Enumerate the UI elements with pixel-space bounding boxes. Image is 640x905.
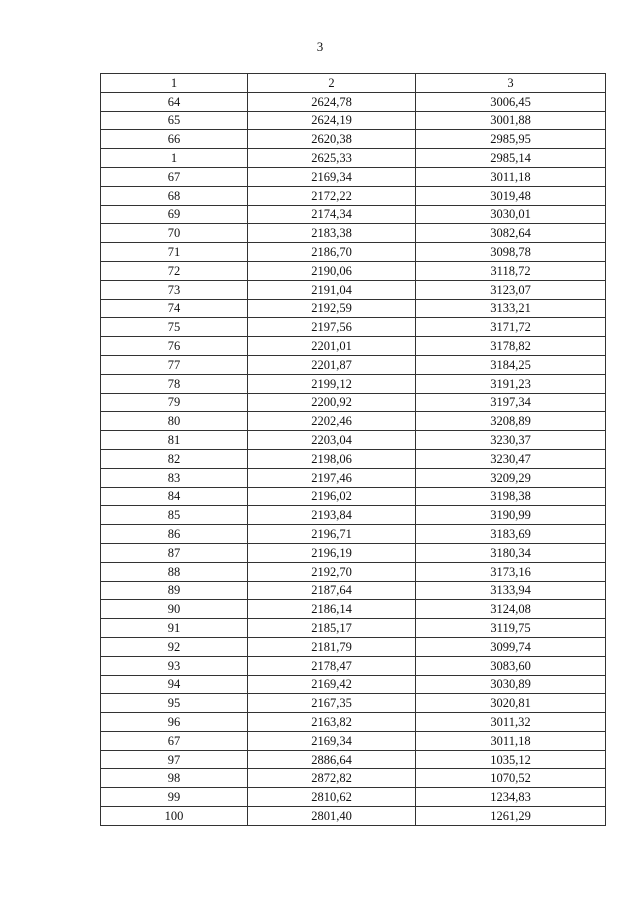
table-row — [101, 675, 606, 694]
table-cell-col-2: 2203,04 — [248, 431, 416, 450]
table-row — [101, 562, 606, 581]
table-cell-col-2: 2625,33 — [248, 149, 416, 168]
table-row — [101, 506, 606, 525]
table-cell-col-1: 93 — [101, 656, 248, 675]
table-cell-col-1: 91 — [101, 619, 248, 638]
table-row — [101, 186, 606, 205]
table-row — [101, 393, 606, 412]
table-cell-col-3: 3191,23 — [416, 374, 606, 393]
table-cell-col-1: 82 — [101, 449, 248, 468]
table-cell-col-2: 2196,19 — [248, 543, 416, 562]
table-cell-col-1: 94 — [101, 675, 248, 694]
table-cell-col-3: 3190,99 — [416, 506, 606, 525]
table-cell-col-2: 2624,78 — [248, 92, 416, 111]
table-cell-col-3: 1261,29 — [416, 807, 606, 826]
header-cell-1: 1 — [101, 74, 248, 93]
table-cell-col-1: 72 — [101, 261, 248, 280]
table-cell-col-1: 92 — [101, 637, 248, 656]
table-body — [101, 92, 606, 825]
table-row — [101, 92, 606, 111]
table-cell-col-2: 2187,64 — [248, 581, 416, 600]
table-cell-col-1: 69 — [101, 205, 248, 224]
table-cell-col-3: 3082,64 — [416, 224, 606, 243]
table-row — [101, 487, 606, 506]
table-row — [101, 355, 606, 374]
table-cell-col-2: 2172,22 — [248, 186, 416, 205]
table-row — [101, 525, 606, 544]
table-cell-col-3: 3124,08 — [416, 600, 606, 619]
table-cell-col-1: 80 — [101, 412, 248, 431]
table-cell-col-1: 65 — [101, 111, 248, 130]
table-cell-col-1: 100 — [101, 807, 248, 826]
table-row — [101, 431, 606, 450]
table-cell-col-1: 78 — [101, 374, 248, 393]
table-cell-col-3: 3133,21 — [416, 299, 606, 318]
table-cell-col-2: 2186,14 — [248, 600, 416, 619]
table-cell-col-2: 2178,47 — [248, 656, 416, 675]
table-cell-col-2: 2174,34 — [248, 205, 416, 224]
table-cell-col-2: 2169,34 — [248, 731, 416, 750]
table-cell-col-1: 64 — [101, 92, 248, 111]
table-cell-col-2: 2201,87 — [248, 355, 416, 374]
table-cell-col-3: 3099,74 — [416, 637, 606, 656]
table-cell-col-1: 67 — [101, 731, 248, 750]
table-row — [101, 224, 606, 243]
table-cell-col-2: 2801,40 — [248, 807, 416, 826]
table-row — [101, 205, 606, 224]
table-row — [101, 468, 606, 487]
table-cell-col-1: 71 — [101, 243, 248, 262]
table-row — [101, 543, 606, 562]
table-row — [101, 694, 606, 713]
header-cell-2: 2 — [248, 74, 416, 93]
table-cell-col-2: 2886,64 — [248, 750, 416, 769]
table-cell-col-3: 3118,72 — [416, 261, 606, 280]
table-cell-col-3: 3230,47 — [416, 449, 606, 468]
table-row — [101, 449, 606, 468]
table-cell-col-2: 2185,17 — [248, 619, 416, 638]
coordinates-table — [100, 73, 606, 826]
table-cell-col-1: 73 — [101, 280, 248, 299]
table-cell-col-2: 2872,82 — [248, 769, 416, 788]
table-cell-col-3: 3133,94 — [416, 581, 606, 600]
table-row — [101, 337, 606, 356]
table-cell-col-2: 2624,19 — [248, 111, 416, 130]
table-row — [101, 111, 606, 130]
table-cell-col-2: 2197,46 — [248, 468, 416, 487]
table-cell-col-3: 3208,89 — [416, 412, 606, 431]
table-cell-col-3: 3123,07 — [416, 280, 606, 299]
table-cell-col-3: 3011,32 — [416, 713, 606, 732]
table-cell-col-3: 3119,75 — [416, 619, 606, 638]
table-cell-col-1: 90 — [101, 600, 248, 619]
table-row — [101, 600, 606, 619]
table-cell-col-1: 84 — [101, 487, 248, 506]
table-cell-col-1: 87 — [101, 543, 248, 562]
table-row — [101, 713, 606, 732]
table-cell-col-3: 3030,01 — [416, 205, 606, 224]
table-cell-col-1: 99 — [101, 788, 248, 807]
table-cell-col-1: 76 — [101, 337, 248, 356]
table-cell-col-2: 2191,04 — [248, 280, 416, 299]
table-row — [101, 318, 606, 337]
table-row — [101, 731, 606, 750]
table-cell-col-3: 3230,37 — [416, 431, 606, 450]
table-cell-col-3: 3180,34 — [416, 543, 606, 562]
table-cell-col-3: 3011,18 — [416, 167, 606, 186]
table-cell-col-1: 95 — [101, 694, 248, 713]
table-row — [101, 619, 606, 638]
table-cell-col-3: 3030,89 — [416, 675, 606, 694]
table-cell-col-3: 3006,45 — [416, 92, 606, 111]
table-cell-col-3: 3020,81 — [416, 694, 606, 713]
table-cell-col-2: 2186,70 — [248, 243, 416, 262]
table-cell-col-1: 79 — [101, 393, 248, 412]
table-row — [101, 167, 606, 186]
table-cell-col-3: 3171,72 — [416, 318, 606, 337]
table-cell-col-1: 83 — [101, 468, 248, 487]
table-cell-col-2: 2193,84 — [248, 506, 416, 525]
table-cell-col-2: 2200,92 — [248, 393, 416, 412]
table-cell-col-3: 3001,88 — [416, 111, 606, 130]
table-row — [101, 243, 606, 262]
table-cell-col-3: 2985,14 — [416, 149, 606, 168]
table-cell-col-2: 2196,71 — [248, 525, 416, 544]
table-cell-col-2: 2181,79 — [248, 637, 416, 656]
table-row — [101, 656, 606, 675]
table-cell-col-3: 1234,83 — [416, 788, 606, 807]
table-row — [101, 299, 606, 318]
table-cell-col-1: 66 — [101, 130, 248, 149]
table-row — [101, 581, 606, 600]
table-cell-col-3: 1035,12 — [416, 750, 606, 769]
table-cell-col-2: 2198,06 — [248, 449, 416, 468]
table-cell-col-3: 3173,16 — [416, 562, 606, 581]
table-cell-col-2: 2163,82 — [248, 713, 416, 732]
table-cell-col-3: 3198,38 — [416, 487, 606, 506]
table-cell-col-1: 98 — [101, 769, 248, 788]
table-cell-col-1: 97 — [101, 750, 248, 769]
table-cell-col-3: 3197,34 — [416, 393, 606, 412]
table-header — [101, 74, 606, 93]
table-cell-col-2: 2201,01 — [248, 337, 416, 356]
table-cell-col-1: 77 — [101, 355, 248, 374]
table-cell-col-2: 2199,12 — [248, 374, 416, 393]
table-cell-col-2: 2192,70 — [248, 562, 416, 581]
table-cell-col-3: 3098,78 — [416, 243, 606, 262]
table-cell-col-3: 3183,69 — [416, 525, 606, 544]
table-cell-col-1: 85 — [101, 506, 248, 525]
table-row — [101, 750, 606, 769]
table-row — [101, 637, 606, 656]
table-cell-col-1: 81 — [101, 431, 248, 450]
table-cell-col-1: 68 — [101, 186, 248, 205]
table-cell-col-3: 3083,60 — [416, 656, 606, 675]
table-cell-col-1: 1 — [101, 149, 248, 168]
header-row — [101, 74, 606, 93]
table-cell-col-1: 70 — [101, 224, 248, 243]
table-cell-col-2: 2196,02 — [248, 487, 416, 506]
table-cell-col-1: 74 — [101, 299, 248, 318]
table-cell-col-2: 2167,35 — [248, 694, 416, 713]
table-cell-col-1: 96 — [101, 713, 248, 732]
page-number: 3 — [316, 39, 324, 54]
table-cell-col-2: 2202,46 — [248, 412, 416, 431]
table-cell-col-2: 2169,42 — [248, 675, 416, 694]
table-cell-col-2: 2183,38 — [248, 224, 416, 243]
table-row — [101, 807, 606, 826]
table-cell-col-2: 2620,38 — [248, 130, 416, 149]
table-row — [101, 374, 606, 393]
table-cell-col-3: 3184,25 — [416, 355, 606, 374]
table-row — [101, 130, 606, 149]
table-cell-col-3: 3209,29 — [416, 468, 606, 487]
table-cell-col-2: 2169,34 — [248, 167, 416, 186]
table-cell-col-1: 67 — [101, 167, 248, 186]
table-cell-col-3: 3178,82 — [416, 337, 606, 356]
table-cell-col-1: 89 — [101, 581, 248, 600]
table-row — [101, 149, 606, 168]
table-cell-col-2: 2810,62 — [248, 788, 416, 807]
table-row — [101, 280, 606, 299]
table-cell-col-3: 3011,18 — [416, 731, 606, 750]
table-cell-col-2: 2197,56 — [248, 318, 416, 337]
table-row — [101, 769, 606, 788]
table-cell-col-1: 88 — [101, 562, 248, 581]
table-cell-col-3: 1070,52 — [416, 769, 606, 788]
table-cell-col-2: 2192,59 — [248, 299, 416, 318]
table-row — [101, 261, 606, 280]
table-cell-col-3: 3019,48 — [416, 186, 606, 205]
table-row — [101, 788, 606, 807]
table-cell-col-2: 2190,06 — [248, 261, 416, 280]
table-cell-col-1: 75 — [101, 318, 248, 337]
table-row — [101, 412, 606, 431]
table-cell-col-1: 86 — [101, 525, 248, 544]
header-cell-3: 3 — [416, 74, 606, 93]
table-cell-col-3: 2985,95 — [416, 130, 606, 149]
